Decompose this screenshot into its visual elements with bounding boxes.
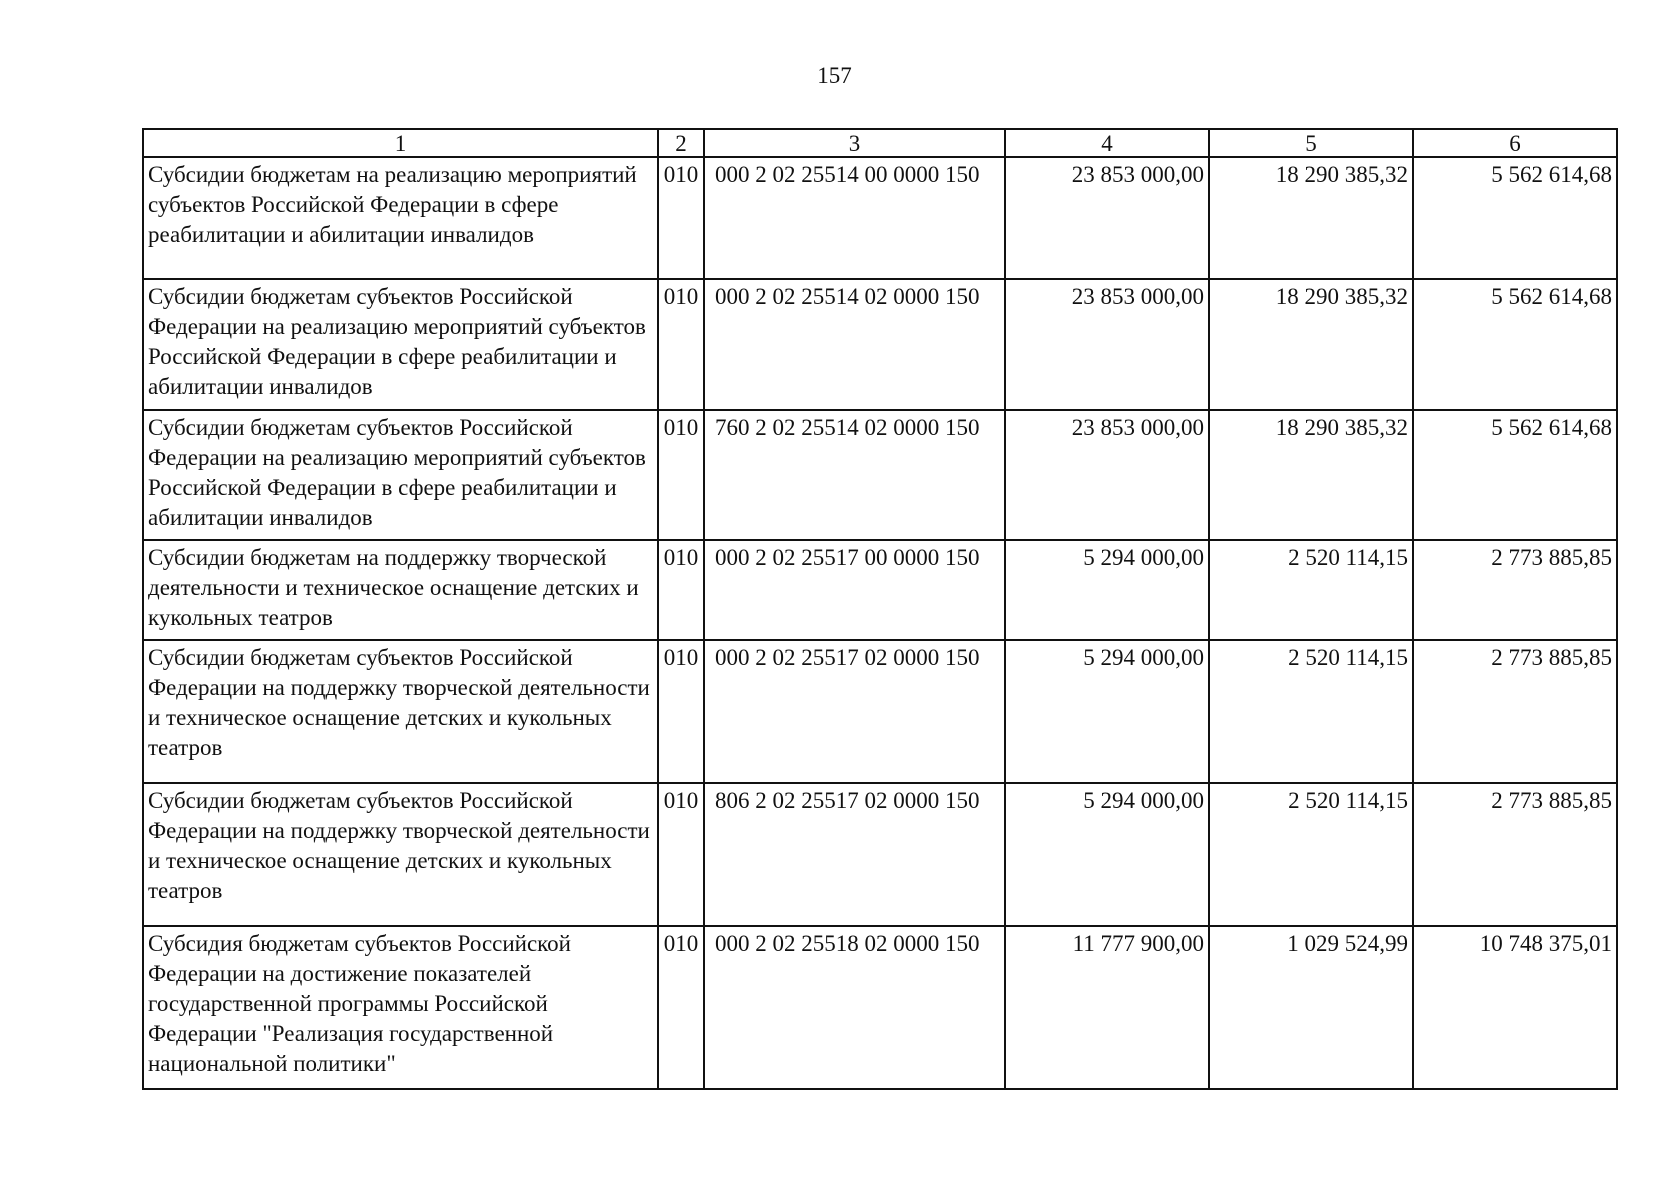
table-row <box>143 540 1617 640</box>
row-remaining: 2 773 885,85 <box>1413 640 1617 783</box>
row-planned: 5 294 000,00 <box>1005 540 1209 640</box>
row-name: Субсидии бюджетам субъектов Российской Федерации на поддержку творческой деятельности и техническое оснащение детских и кукольных театров <box>143 640 658 783</box>
row-admin-code: 010 <box>658 783 704 926</box>
row-admin-code: 010 <box>658 926 704 1089</box>
table-header-row <box>143 129 1617 157</box>
column-header: 3 <box>704 129 1005 157</box>
budget-table <box>142 128 1618 1090</box>
row-admin-code: 010 <box>658 640 704 783</box>
row-executed: 2 520 114,15 <box>1209 540 1413 640</box>
row-name: Субсидии бюджетам субъектов Российской Федерации на реализацию мероприятий субъектов Российской Федерации в сфере реабилитации и абилитации инвалидов <box>143 410 658 540</box>
row-remaining: 2 773 885,85 <box>1413 783 1617 926</box>
row-name: Субсидия бюджетам субъектов Российской Федерации на достижение показателей государственной программы Российской Федерации "Реализация государственной национальной политики" <box>143 926 658 1089</box>
row-budget-code: 000 2 02 25517 02 0000 150 <box>704 640 1005 783</box>
row-planned: 5 294 000,00 <box>1005 640 1209 783</box>
row-executed: 1 029 524,99 <box>1209 926 1413 1089</box>
table-row <box>143 157 1617 279</box>
row-budget-code: 000 2 02 25517 00 0000 150 <box>704 540 1005 640</box>
table-row <box>143 640 1617 783</box>
row-budget-code: 806 2 02 25517 02 0000 150 <box>704 783 1005 926</box>
column-header: 5 <box>1209 129 1413 157</box>
row-name: Субсидии бюджетам на реализацию мероприятий субъектов Российской Федерации в сфере реабилитации и абилитации инвалидов <box>143 157 658 279</box>
row-budget-code: 000 2 02 25518 02 0000 150 <box>704 926 1005 1089</box>
row-planned: 11 777 900,00 <box>1005 926 1209 1089</box>
table-row <box>143 279 1617 410</box>
column-header: 1 <box>143 129 658 157</box>
table-row <box>143 410 1617 540</box>
table-row <box>143 783 1617 926</box>
row-admin-code: 010 <box>658 540 704 640</box>
page-number: 157 <box>817 63 852 88</box>
column-header: 2 <box>658 129 704 157</box>
row-name: Субсидии бюджетам на поддержку творческой деятельности и техническое оснащение детских и кукольных театров <box>143 540 658 640</box>
row-budget-code: 000 2 02 25514 00 0000 150 <box>704 157 1005 279</box>
row-remaining: 5 562 614,68 <box>1413 279 1617 410</box>
row-executed: 18 290 385,32 <box>1209 279 1413 410</box>
row-name: Субсидии бюджетам субъектов Российской Федерации на реализацию мероприятий субъектов Российской Федерации в сфере реабилитации и абилитации инвалидов <box>143 279 658 410</box>
row-executed: 2 520 114,15 <box>1209 783 1413 926</box>
row-planned: 23 853 000,00 <box>1005 279 1209 410</box>
row-executed: 2 520 114,15 <box>1209 640 1413 783</box>
column-header: 4 <box>1005 129 1209 157</box>
row-remaining: 2 773 885,85 <box>1413 540 1617 640</box>
row-admin-code: 010 <box>658 279 704 410</box>
column-header: 6 <box>1413 129 1617 157</box>
row-remaining: 10 748 375,01 <box>1413 926 1617 1089</box>
row-remaining: 5 562 614,68 <box>1413 410 1617 540</box>
row-admin-code: 010 <box>658 157 704 279</box>
row-budget-code: 760 2 02 25514 02 0000 150 <box>704 410 1005 540</box>
row-name: Субсидии бюджетам субъектов Российской Федерации на поддержку творческой деятельности и техническое оснащение детских и кукольных театров <box>143 783 658 926</box>
row-budget-code: 000 2 02 25514 02 0000 150 <box>704 279 1005 410</box>
row-executed: 18 290 385,32 <box>1209 157 1413 279</box>
row-executed: 18 290 385,32 <box>1209 410 1413 540</box>
row-planned: 23 853 000,00 <box>1005 410 1209 540</box>
row-planned: 23 853 000,00 <box>1005 157 1209 279</box>
row-admin-code: 010 <box>658 410 704 540</box>
row-remaining: 5 562 614,68 <box>1413 157 1617 279</box>
row-planned: 5 294 000,00 <box>1005 783 1209 926</box>
table-row <box>143 926 1617 1089</box>
